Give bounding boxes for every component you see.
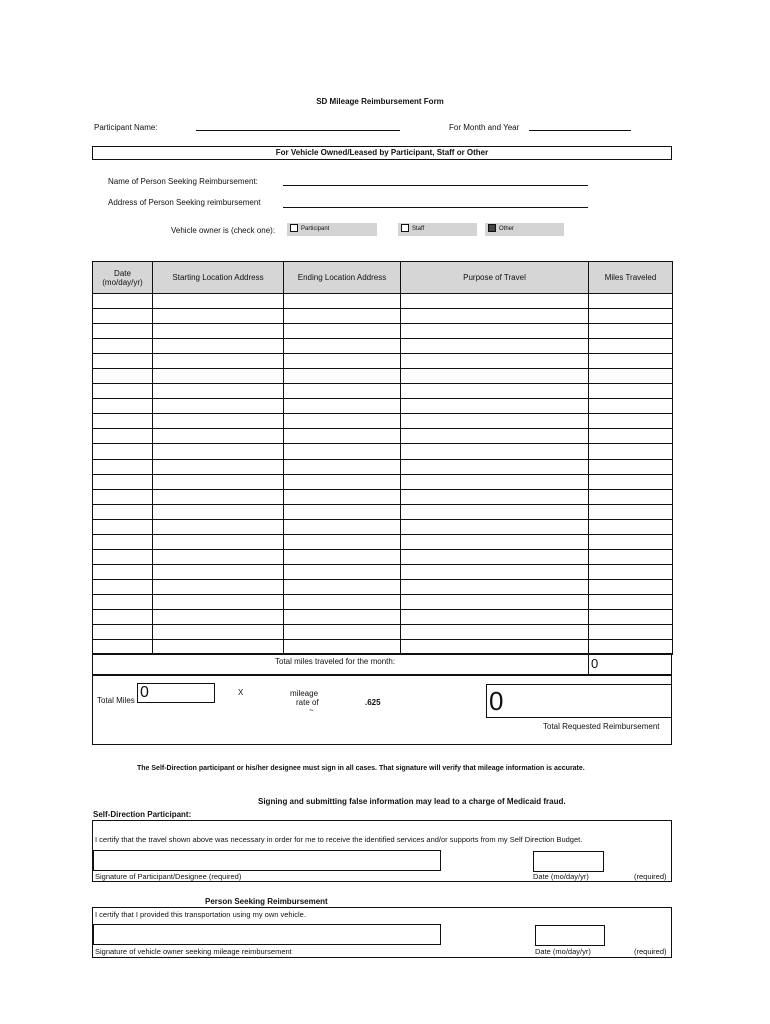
table-cell[interactable] — [589, 519, 673, 534]
table-cell[interactable] — [589, 474, 673, 489]
table-cell[interactable] — [153, 309, 284, 324]
table-cell[interactable] — [401, 444, 589, 459]
table-cell[interactable] — [153, 429, 284, 444]
table-row — [93, 594, 673, 609]
col-header-start: Starting Location Address — [153, 262, 284, 294]
mileage-label-3: ~ — [309, 706, 314, 715]
table-cell[interactable] — [153, 564, 284, 579]
table-cell[interactable] — [153, 339, 284, 354]
table-cell[interactable] — [401, 414, 589, 429]
table-row — [93, 609, 673, 624]
checkbox-icon — [401, 224, 409, 232]
mileage-log-table — [92, 261, 673, 655]
table-cell[interactable] — [284, 429, 401, 444]
table-cell[interactable] — [589, 414, 673, 429]
table-cell[interactable] — [153, 549, 284, 564]
col-header-date: Date (mo/day/yr) — [93, 262, 153, 294]
table-cell[interactable] — [401, 369, 589, 384]
table-cell[interactable] — [401, 579, 589, 594]
person-date-input[interactable] — [535, 925, 605, 946]
table-cell[interactable] — [284, 579, 401, 594]
table-cell[interactable] — [284, 625, 401, 640]
participant-date-input[interactable] — [533, 851, 604, 872]
table-cell[interactable] — [284, 339, 401, 354]
table-cell[interactable] — [93, 549, 153, 564]
table-cell[interactable] — [589, 549, 673, 564]
table-row — [93, 564, 673, 579]
table-row — [93, 519, 673, 534]
table-cell[interactable] — [401, 474, 589, 489]
table-cell[interactable] — [153, 489, 284, 504]
table-row — [93, 399, 673, 414]
total-miles-month-value[interactable]: 0 — [588, 653, 672, 675]
table-cell[interactable] — [589, 354, 673, 369]
table-cell[interactable] — [153, 384, 284, 399]
table-cell[interactable] — [153, 534, 284, 549]
table-cell[interactable] — [589, 339, 673, 354]
table-cell[interactable] — [401, 504, 589, 519]
table-cell[interactable] — [284, 474, 401, 489]
table-cell[interactable] — [284, 369, 401, 384]
table-cell[interactable] — [401, 564, 589, 579]
table-cell[interactable] — [401, 459, 589, 474]
table-cell[interactable] — [589, 534, 673, 549]
table-cell[interactable] — [153, 625, 284, 640]
table-cell[interactable] — [284, 564, 401, 579]
table-cell[interactable] — [93, 429, 153, 444]
table-cell[interactable] — [93, 354, 153, 369]
person-name-input[interactable] — [283, 185, 588, 186]
table-row — [93, 459, 673, 474]
checkbox-icon — [290, 224, 298, 232]
person-signature-label: Signature of vehicle owner seeking mileage reimbursement — [95, 947, 292, 956]
table-cell[interactable] — [589, 504, 673, 519]
col-header-purpose: Purpose of Travel — [401, 262, 589, 294]
table-cell[interactable] — [589, 579, 673, 594]
participant-name-label: Participant Name: — [94, 123, 158, 132]
table-header-row — [93, 262, 673, 294]
table-row — [93, 504, 673, 519]
table-row — [93, 384, 673, 399]
reimbursement-label: Total Requested Reimbursement — [543, 722, 660, 731]
table-cell[interactable] — [153, 444, 284, 459]
table-cell[interactable] — [589, 459, 673, 474]
reimbursement-total-input[interactable]: 0 — [486, 684, 672, 718]
table-cell[interactable] — [93, 399, 153, 414]
table-cell[interactable] — [284, 609, 401, 624]
person-required-label: (required) — [634, 947, 667, 956]
table-cell[interactable] — [284, 549, 401, 564]
table-cell[interactable] — [589, 384, 673, 399]
table-cell[interactable] — [589, 294, 673, 309]
table-cell[interactable] — [589, 369, 673, 384]
month-year-input[interactable] — [529, 130, 631, 131]
table-cell[interactable] — [284, 534, 401, 549]
table-cell[interactable] — [153, 504, 284, 519]
mileage-label-1: mileage — [290, 689, 319, 698]
table-row — [93, 309, 673, 324]
table-row — [93, 354, 673, 369]
total-miles-month-label: Total miles traveled for the month: — [275, 657, 396, 666]
table-cell[interactable] — [401, 354, 589, 369]
table-cell[interactable] — [401, 609, 589, 624]
table-cell[interactable] — [93, 489, 153, 504]
table-cell[interactable] — [284, 489, 401, 504]
person-certify-text: I certify that I provided this transportation using my own vehicle. — [95, 910, 306, 919]
col-header-miles: Miles Traveled — [589, 262, 673, 294]
owner-option-label: Other — [499, 226, 515, 232]
table-cell[interactable] — [589, 609, 673, 624]
table-cell[interactable] — [93, 294, 153, 309]
table-cell[interactable] — [284, 324, 401, 339]
table-row — [93, 474, 673, 489]
table-cell[interactable] — [153, 354, 284, 369]
table-cell[interactable] — [284, 294, 401, 309]
total-miles-label: Total Miles — [97, 696, 135, 705]
person-date-label: Date (mo/day/yr) — [535, 947, 591, 956]
table-cell[interactable] — [401, 594, 589, 609]
person-section-heading: Person Seeking Reimbursement — [205, 897, 328, 906]
table-cell[interactable] — [401, 294, 589, 309]
table-row — [93, 579, 673, 594]
mileage-rate: .625 — [365, 698, 381, 707]
table-cell[interactable] — [284, 444, 401, 459]
table-cell[interactable] — [153, 459, 284, 474]
table-cell[interactable] — [153, 324, 284, 339]
table-cell[interactable] — [93, 324, 153, 339]
table-cell[interactable] — [153, 369, 284, 384]
table-cell[interactable] — [401, 519, 589, 534]
table-cell[interactable] — [284, 309, 401, 324]
table-cell[interactable] — [93, 309, 153, 324]
table-cell[interactable] — [284, 519, 401, 534]
mileage-label-2: rate of — [296, 698, 319, 707]
table-cell[interactable] — [93, 579, 153, 594]
person-signature-input[interactable] — [93, 924, 441, 945]
table-cell[interactable] — [284, 384, 401, 399]
table-cell[interactable] — [93, 459, 153, 474]
participant-required-label: (required) — [634, 872, 667, 881]
participant-certify-text: I certify that the travel shown above was necessary in order for me to receive the identified services and/or supports from my Self Direction Budget. — [95, 835, 583, 844]
table-cell[interactable] — [93, 369, 153, 384]
table-row — [93, 429, 673, 444]
participant-name-input[interactable] — [196, 130, 400, 131]
person-address-label: Address of Person Seeking reimbursement — [108, 198, 261, 207]
section-banner: For Vehicle Owned/Leased by Participant, Staff or Other — [92, 146, 672, 160]
vehicle-owner-label: Vehicle owner is (check one): — [171, 226, 276, 235]
person-address-input[interactable] — [283, 207, 588, 208]
table-cell[interactable] — [401, 384, 589, 399]
table-cell[interactable] — [93, 504, 153, 519]
form-title: SD Mileage Reimbursement Form — [316, 97, 444, 106]
table-cell[interactable] — [589, 399, 673, 414]
table-cell[interactable] — [93, 339, 153, 354]
table-row — [93, 489, 673, 504]
multiply-sign: X — [238, 688, 244, 697]
table-cell[interactable] — [284, 399, 401, 414]
table-cell[interactable] — [401, 489, 589, 504]
table-cell[interactable] — [284, 594, 401, 609]
table-row — [93, 549, 673, 564]
table-body — [93, 294, 673, 655]
table-cell[interactable] — [153, 399, 284, 414]
table-row — [93, 369, 673, 384]
table-cell[interactable] — [93, 414, 153, 429]
table-row — [93, 294, 673, 309]
sign-notice: The Self-Direction participant or his/her designee must sign in all cases. That signature will verify that mileage information is accurate. — [137, 765, 585, 772]
table-cell[interactable] — [284, 414, 401, 429]
table-cell[interactable] — [401, 324, 589, 339]
table-row — [93, 339, 673, 354]
table-cell[interactable] — [589, 594, 673, 609]
table-cell[interactable] — [93, 609, 153, 624]
table-cell[interactable] — [401, 309, 589, 324]
table-cell[interactable] — [589, 489, 673, 504]
person-name-label: Name of Person Seeking Reimbursement: — [108, 177, 258, 186]
table-row — [93, 324, 673, 339]
table-cell[interactable] — [401, 399, 589, 414]
owner-option-label: Staff — [412, 226, 425, 232]
table-row — [93, 625, 673, 640]
owner-option-staff[interactable] — [398, 223, 477, 236]
table-cell[interactable] — [93, 384, 153, 399]
table-cell[interactable] — [93, 564, 153, 579]
col-header-end: Ending Location Address — [284, 262, 401, 294]
participant-signature-label: Signature of Participant/Designee (required) — [95, 872, 242, 881]
table-cell[interactable] — [401, 549, 589, 564]
participant-signature-input[interactable] — [93, 850, 441, 871]
table-cell[interactable] — [589, 429, 673, 444]
table-cell[interactable] — [153, 414, 284, 429]
month-year-label: For Month and Year — [449, 123, 520, 132]
table-cell[interactable] — [589, 564, 673, 579]
table-cell[interactable] — [93, 444, 153, 459]
table-cell[interactable] — [93, 519, 153, 534]
table-row — [93, 414, 673, 429]
table-cell[interactable] — [153, 579, 284, 594]
table-cell[interactable] — [284, 354, 401, 369]
owner-option-participant[interactable] — [287, 223, 377, 236]
total-miles-input[interactable]: 0 — [137, 683, 215, 703]
checkbox-icon — [488, 224, 496, 232]
table-row — [93, 534, 673, 549]
table-cell[interactable] — [153, 294, 284, 309]
table-cell[interactable] — [401, 339, 589, 354]
table-row — [93, 444, 673, 459]
table-cell[interactable] — [93, 534, 153, 549]
table-cell[interactable] — [284, 504, 401, 519]
table-cell[interactable] — [401, 429, 589, 444]
table-cell[interactable] — [153, 474, 284, 489]
table-cell[interactable] — [93, 625, 153, 640]
owner-option-label: Participant — [301, 226, 330, 232]
table-cell[interactable] — [284, 459, 401, 474]
table-cell[interactable] — [589, 324, 673, 339]
table-cell[interactable] — [93, 594, 153, 609]
fraud-notice: Signing and submitting false information may lead to a charge of Medicaid fraud. — [258, 797, 566, 806]
participant-section-heading: Self-Direction Participant: — [93, 810, 192, 819]
table-cell[interactable] — [153, 609, 284, 624]
participant-date-label: Date (mo/day/yr) — [533, 872, 589, 881]
table-cell[interactable] — [589, 444, 673, 459]
table-cell[interactable] — [153, 519, 284, 534]
table-cell[interactable] — [153, 594, 284, 609]
table-cell[interactable] — [401, 534, 589, 549]
table-cell[interactable] — [589, 625, 673, 640]
table-cell[interactable] — [93, 474, 153, 489]
owner-option-other[interactable] — [485, 223, 564, 236]
table-cell[interactable] — [401, 625, 589, 640]
table-cell[interactable] — [589, 309, 673, 324]
